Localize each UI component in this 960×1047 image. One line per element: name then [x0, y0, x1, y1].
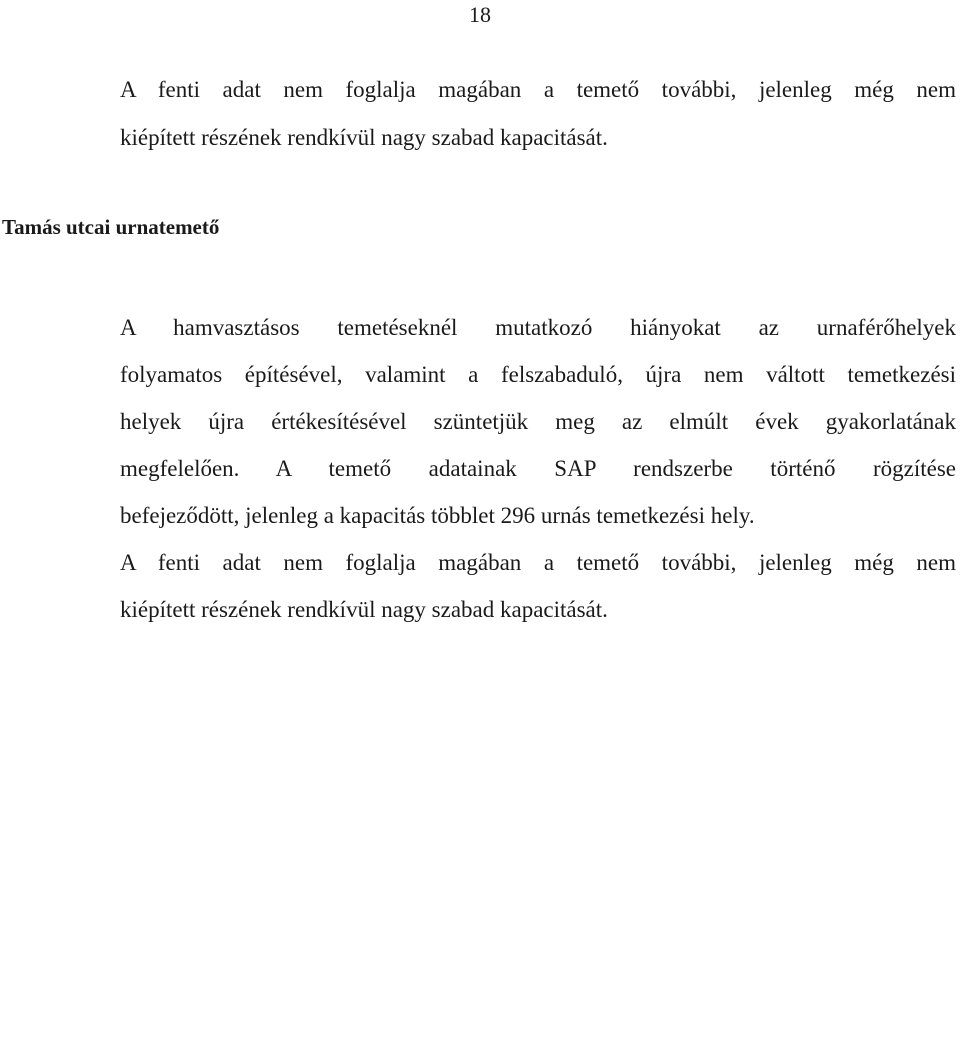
intro-paragraph: [120, 66, 956, 162]
page-number: 18: [469, 2, 491, 27]
paragraph-line: kiépített részének rendkívül nagy szabad kapacitását.: [120, 597, 608, 622]
paragraph-line: A hamvasztásos temetéseknél mutatkozó hiányokat az urnaférőhelyek: [120, 315, 956, 340]
paragraph-line: befejeződött, jelenleg a kapacitás többlet 296 urnás temetkezési hely.: [120, 503, 755, 528]
body-paragraph: [120, 304, 956, 633]
paragraph-line: helyek újra értékesítésével szüntetjük meg az elmúlt évek gyakorlatának: [120, 409, 956, 434]
paragraph-line: megfelelően. A temető adatainak SAP rendszerbe történő rögzítése: [120, 456, 956, 481]
paragraph-line: A fenti adat nem foglalja magában a temető további, jelenleg még nem: [120, 550, 956, 575]
paragraph-line: folyamatos építésével, valamint a felszabaduló, újra nem váltott temetkezési: [120, 362, 956, 387]
paragraph-line: kiépített részének rendkívül nagy szabad kapacitását.: [120, 125, 608, 150]
paragraph-line: A fenti adat nem foglalja magában a temető további, jelenleg még nem: [120, 77, 956, 102]
section-heading: Tamás utcai urnatemető: [2, 215, 220, 239]
